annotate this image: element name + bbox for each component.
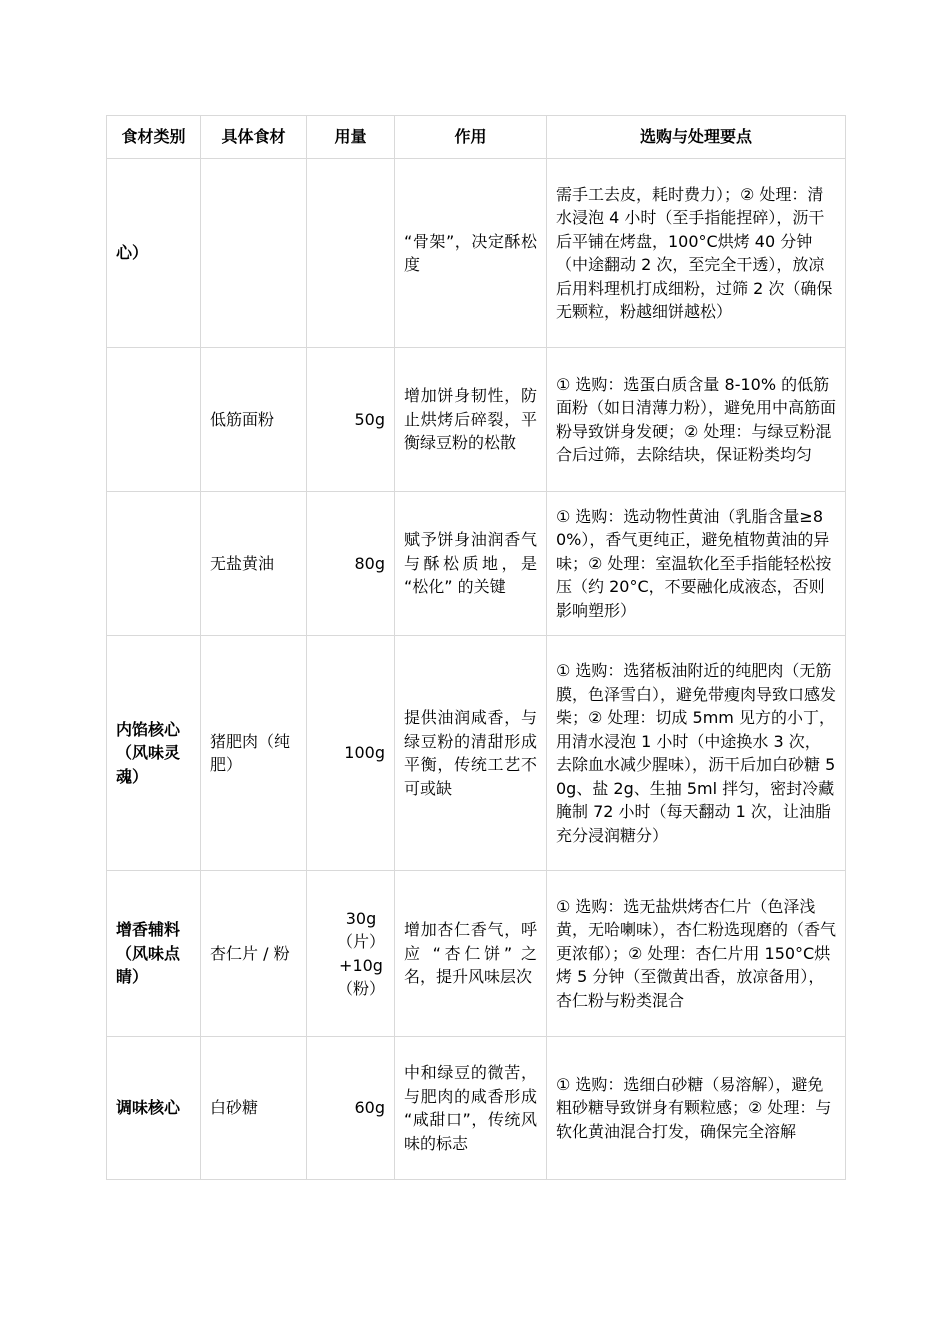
table-row [107, 1037, 846, 1180]
header-quantity: 用量 [307, 116, 395, 159]
tips-cell: ① 选购：选无盐烘烤杏仁片（色泽浅黄，无哈喇味），杏仁粉选现磨的（香气更浓郁）；② 处理：杏仁片用 150°C烘烤 5 分钟（至微黄出香，放凉备用），杏仁粉与粉类混合 [547, 871, 846, 1037]
header-category: 食材类别 [107, 116, 201, 159]
function-cell: 提供油润咸香，与绿豆粉的清甜形成平衡，传统工艺不可或缺 [395, 636, 547, 871]
table-row [107, 348, 846, 492]
quantity-line: 30g [345, 908, 377, 928]
quantity-cell [307, 159, 395, 348]
ingredient-cell: 白砂糖 [201, 1037, 307, 1180]
quantity-cell: 80g [307, 492, 395, 636]
ingredient-cell: 杏仁片 / 粉 [201, 871, 307, 1037]
ingredient-cell: 低筋面粉 [201, 348, 307, 492]
quantity-cell: 100g [307, 636, 395, 871]
header-function: 作用 [395, 116, 547, 159]
function-cell: 赋予饼身油润香气与酥松质地，是 “松化” 的关键 [395, 492, 547, 636]
table-row [107, 159, 846, 348]
header-ingredient: 具体食材 [201, 116, 307, 159]
quantity-cell: 50g [307, 348, 395, 492]
category-cell: 调味核心 [107, 1037, 201, 1180]
quantity-line: +10g [339, 955, 383, 975]
quantity-lines [337, 907, 385, 1001]
table-row [107, 636, 846, 871]
ingredient-cell: 猪肥肉（纯肥） [201, 636, 307, 871]
category-cell [107, 492, 201, 636]
category-cell: 增香辅料（风味点睛） [107, 871, 201, 1037]
tips-cell: 需手工去皮，耗时费力）；② 处理：清水浸泡 4 小时（至手指能捏碎），沥干后平铺在烤盘，100°C烘烤 40 分钟（中途翻动 2 次，至完全干透），放凉后用料理机打成细粉，过筛 2 次（确保无颗粒，粉越细饼越松） [547, 159, 846, 348]
ingredient-cell: 无盐黄油 [201, 492, 307, 636]
table-row [107, 871, 846, 1037]
function-cell: “骨架”，决定酥松度 [395, 159, 547, 348]
function-cell: 增加杏仁香气，呼应 “杏仁饼” 之名，提升风味层次 [395, 871, 547, 1037]
quantity-line: （粉） [336, 979, 385, 998]
quantity-line: （片） [336, 932, 385, 951]
ingredients-table [106, 115, 846, 1180]
category-cell: 心） [107, 159, 201, 348]
tips-cell: ① 选购：选动物性黄油（乳脂含量≥80%），香气更纯正，避免植物黄油的异味；② 处理：室温软化至手指能轻松按压（约 20°C，不要融化成液态，否则影响塑形） [547, 492, 846, 636]
category-cell [107, 348, 201, 492]
tips-cell: ① 选购：选蛋白质含量 8-10% 的低筋面粉（如日清薄力粉），避免用中高筋面粉导致饼身发硬；② 处理：与绿豆粉混合后过筛，去除结块，保证粉类均匀 [547, 348, 846, 492]
header-tips: 选购与处理要点 [547, 116, 846, 159]
table-header-row [107, 116, 846, 159]
quantity-cell: 60g [307, 1037, 395, 1180]
function-cell: 增加饼身韧性，防止烘烤后碎裂，平衡绿豆粉的松散 [395, 348, 547, 492]
tips-cell: ① 选购：选猪板油附近的纯肥肉（无筋膜，色泽雪白），避免带瘦肉导致口感发柴；② 处理：切成 5mm 见方的小丁，用清水浸泡 1 小时（中途换水 3 次，去除血水减少腥味），沥干后加白砂糖 50g、盐 2g、生抽 5ml 拌匀，密封冷藏腌制 72 小时（每天翻动 1 次，让油脂充分浸润糖分） [547, 636, 846, 871]
function-cell: 中和绿豆的微苦，与肥肉的咸香形成 “咸甜口”，传统风味的标志 [395, 1037, 547, 1180]
ingredient-cell [201, 159, 307, 348]
quantity-cell [307, 871, 395, 1037]
table-row [107, 492, 846, 636]
category-cell: 内馅核心（风味灵魂） [107, 636, 201, 871]
tips-cell: ① 选购：选细白砂糖（易溶解），避免粗砂糖导致饼身有颗粒感；② 处理：与软化黄油混合打发，确保完全溶解 [547, 1037, 846, 1180]
